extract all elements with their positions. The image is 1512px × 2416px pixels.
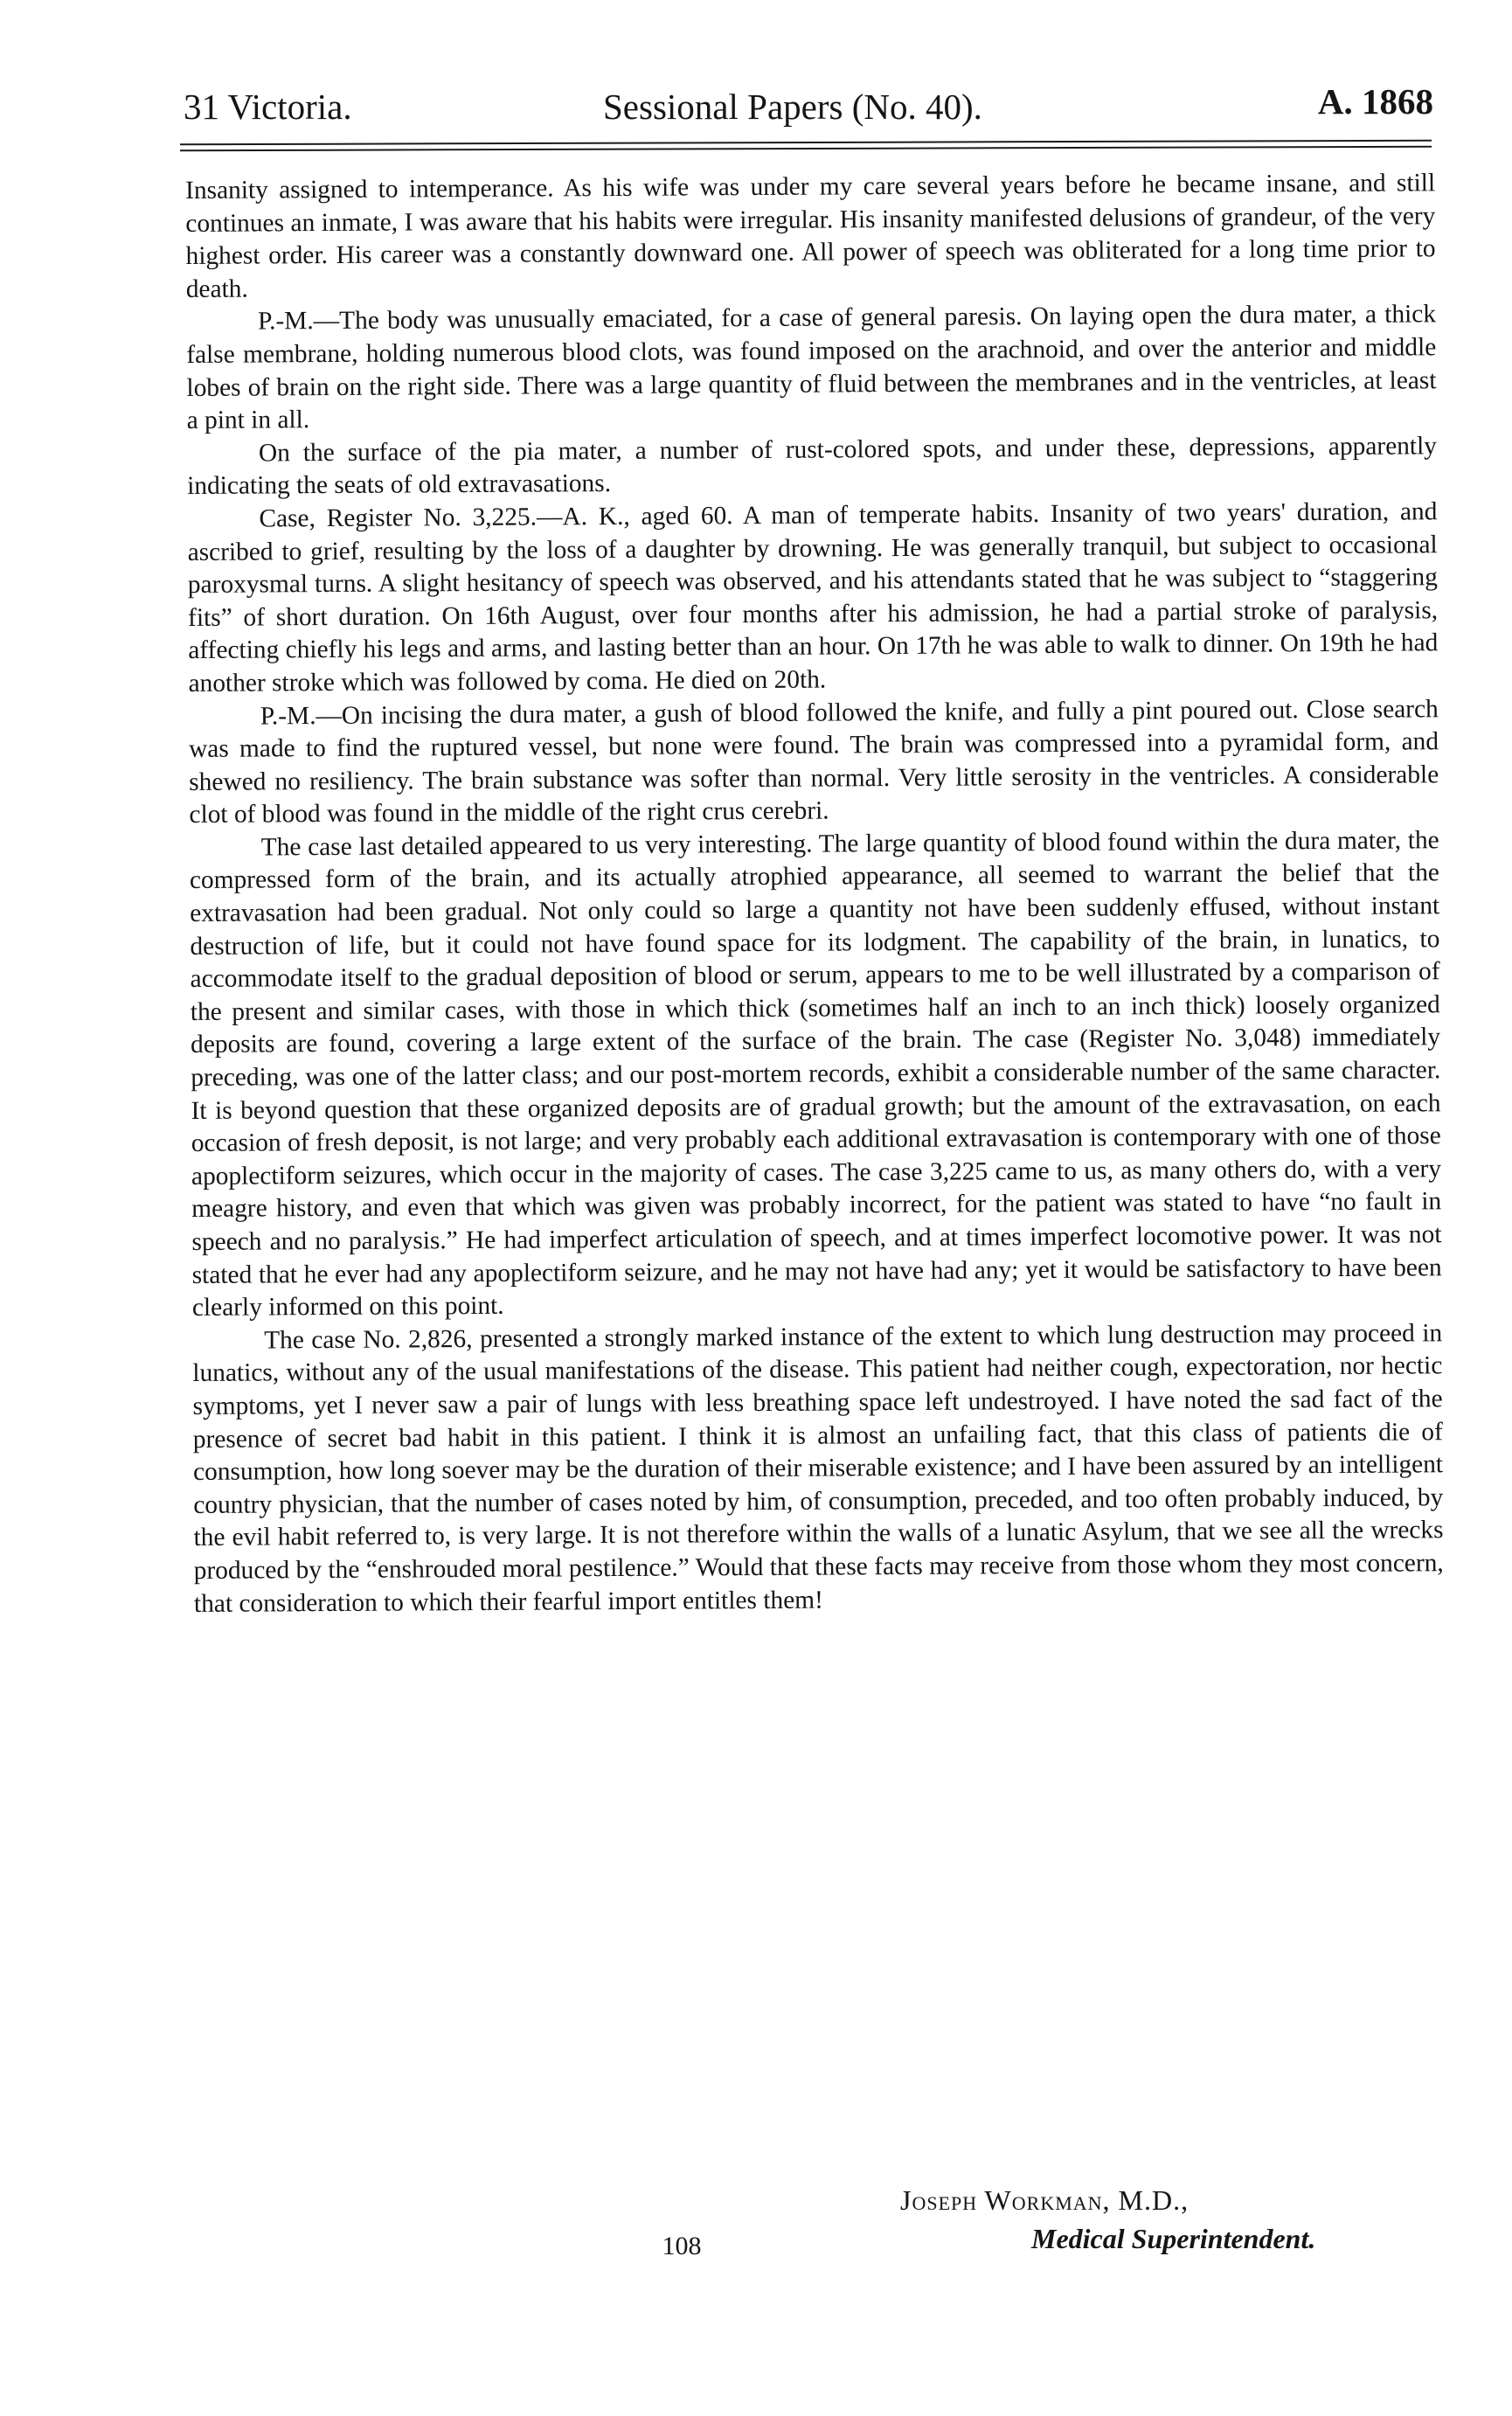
header-regnal-year: 31 Victoria.	[184, 87, 352, 127]
header-double-rule	[180, 142, 1432, 149]
header-year: A. 1868	[1317, 81, 1433, 121]
header-rule-top	[180, 140, 1432, 145]
header-rule-bottom	[180, 146, 1432, 151]
paragraph-pia-mater: On the surface of the pia mater, a number of rust-colored spots, and under these, depressions, apparently indicating the seats of old extravasations.	[187, 432, 1438, 501]
page-number: 108	[662, 2232, 702, 2260]
paragraph-post-mortem-2: P.-M.—On incising the dura mater, a gush of blood followed the knife, and fully a pint poured out. Close search was made to find the ruptured vessel, but none were found. The brain was compressed into a pyramidal form, and shewed no resiliency. The brain substance was softer than normal. Very little serosity in the ventricles. A considerable clot of blood was found in the middle of the right crus cerebri.	[188, 694, 1439, 830]
paragraph-discussion: The case last detailed appeared to us very interesting. The large quantity of blood found within the dura mater, the compressed form of the brain, and its actually atrophied appearance, all seemed to warrant the belief that the extravasation had been gradual. Not only could so large a quantity not have been suddenly effused, without instant destruction of life, but it could not have found space for its lodgment. The capability of the brain, in lunatics, to accommodate itself to the gradual deposition of blood or serum, appears to me to be well illustrated by a comparison of the present and similar cases, with those in which thick (sometimes half an inch to an inch thick) loosely organized deposits are found, covering a large extent of the surface of the brain. The case (Register No. 3,048) immediately preceding, was one of the latter class; and our post-mortem records, exhibit a considerable number of the same character. It is beyond question that these organized deposits are of gradual growth; but the amount of the extravasation, on each occasion of fresh deposit, is not large; and very probably each additional extravasation is contemporary with one of those apoplectiform seizures, which occur in the majority of cases. The case 3,225 came to us, as many others do, with a very meagre history, and even that which was given was probably incorrect, for the patient was stated to have “no fault in speech and no paralysis.” He had imperfect articulation of speech, and at times imperfect locomotive power. It was not stated that he ever had any apoplectiform seizure, and he may not have had any; yet it would be satisfactory to have been clearly informed on this point.	[189, 826, 1442, 1323]
paragraph-case-3225: Case, Register No. 3,225.—A. K., aged 60. A man of temperate habits. Insanity of two years' duration, and ascribed to grief, resulting by the loss of a daughter by drowning. He was generally tranquil, but subject to occasional paroxysmal turns. A slight hesitancy of speech was observed, and his attendants stated that he was subject to “staggering fits” of short duration. On 16th August, over four months after his admission, he had a partial stroke of paralysis, affecting chiefly his legs and arms, and lasting better than an hour. On 17th he was able to walk to dinner. On 19th he had another stroke which was followed by coma. He died on 20th.	[187, 497, 1439, 698]
signatory-name: Joseph Workman, M.D.,	[900, 2184, 1189, 2216]
paragraph-case-2826: The case No. 2,826, presented a strongly marked instance of the extent to which lung destruction may proceed in lunatics, without any of the usual manifestations of the disease. This patient had neither cough, expectoration, nor hectic symptoms, yet I never saw a pair of lungs with less breathing space left undestroyed. I have noted the sad fact of the presence of secret bad habit in this patient. I think it is almost an unfailing fact, that this class of patients die of consumption, how long soever may be the duration of their miserable existence; and I have been assured by an intelligent country physician, that the number of cases noted by him, of consumption, preceded, and too often probably induced, by the evil habit referred to, is very large. It is not therefore within the walls of a lunatic Asylum, that we see all the wrecks produced by the “enshrouded moral pestilence.” Would that these facts may receive from those whom they most concern, that consideration to which their fearful import entitles them!	[192, 1319, 1444, 1618]
paragraph-intemperance-case: Insanity assigned to intemperance. As his wife was under my care several years before he became insane, and still continues an inmate, I was aware that his habits were irregular. His insanity manifested delusions of grandeur, of the very highest order. His career was a constantly downward one. All power of speech was obliterated for a long time prior to death.	[185, 169, 1436, 303]
running-header	[184, 81, 1433, 138]
paragraph-post-mortem-1: P.-M.—The body was unusually emaciated, for a case of general paresis. On laying open the dura mater, a thick false membrane, holding numerous blood clots, was found imposed on the arachnoid, and over the anterior and middle lobes of brain on the right side. There was a large quantity of fluid between the membranes and in the ventricles, at least a pint in all.	[186, 300, 1437, 435]
report-body	[185, 167, 1444, 1621]
header-sessional-papers: Sessional Papers (No. 40).	[603, 87, 982, 127]
signatory-title: Medical Superintendent.	[1031, 2223, 1316, 2254]
